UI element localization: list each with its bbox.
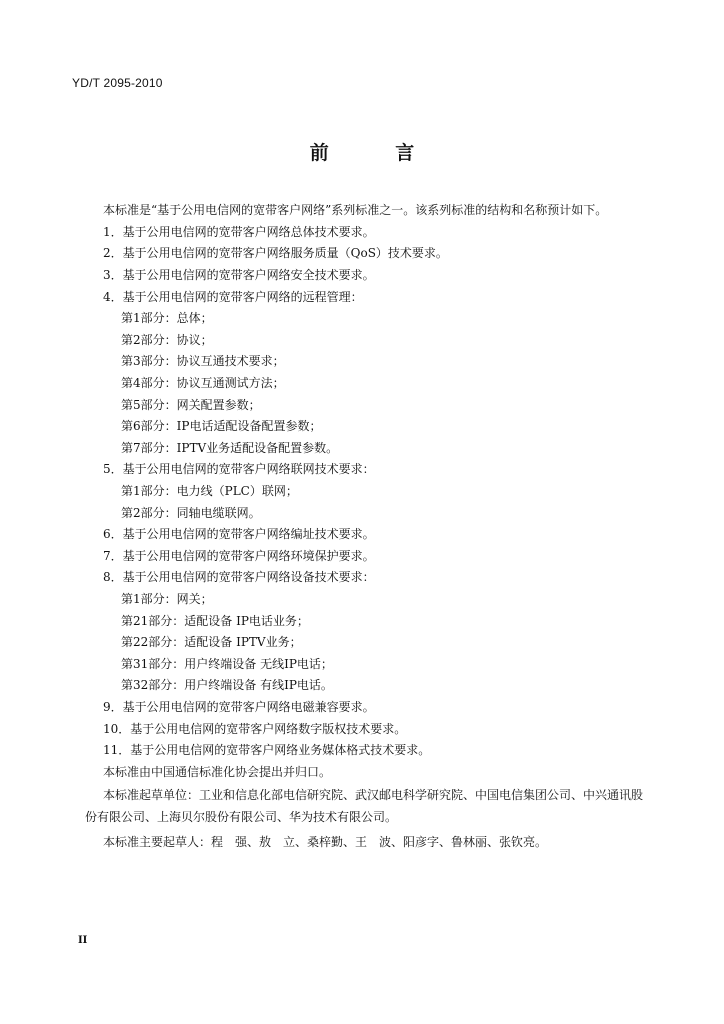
list-subitem: 第2部分：同轴电缆联网。 (121, 506, 261, 520)
list-subitem: 第22部分：适配设备 IPTV业务； (121, 635, 302, 649)
list-subitem: 第31部分：用户终端设备 无线IP电话； (121, 657, 333, 671)
list-subitem: 第1部分：网关； (121, 592, 213, 606)
proposed-by-paragraph: 本标准由中国通信标准化协会提出并归口。 (103, 765, 332, 779)
list-item: 9．基于公用电信网的宽带客户网络电磁兼容要求。 (103, 700, 375, 714)
page-title: 前 言 (309, 142, 445, 164)
list-item: 2．基于公用电信网的宽带客户网络服务质量（QoS）技术要求。 (103, 246, 448, 260)
standard-code: YD/T 2095-2010 (72, 76, 163, 90)
list-subitem: 第6部分：IP电话适配设备配置参数； (121, 419, 322, 433)
list-subitem: 第1部分：总体； (121, 311, 213, 325)
intro-paragraph: 本标准是“基于公用电信网的宽带客户网络”系列标准之一。该系列标准的结构和名称预计如下。 (103, 203, 608, 217)
list-item: 6．基于公用电信网的宽带客户网络编址技术要求。 (103, 527, 375, 541)
list-item: 11．基于公用电信网的宽带客户网络业务媒体格式技术要求。 (103, 743, 431, 757)
list-subitem: 第21部分：适配设备 IP电话业务； (121, 614, 309, 628)
drafting-units-paragraph: 本标准起草单位：工业和信息化部电信研究院、武汉邮电科学研究院、中国电信集团公司、中兴通讯股份有限公司、上海贝尔股份有限公司、华为技术有限公司。 (85, 788, 644, 824)
list-subitem: 第4部分：协议互通测试方法； (121, 376, 285, 390)
list-item: 1．基于公用电信网的宽带客户网络总体技术要求。 (103, 225, 375, 239)
list-subitem: 第32部分：用户终端设备 有线IP电话。 (121, 678, 333, 692)
list-item: 8．基于公用电信网的宽带客户网络设备技术要求： (103, 570, 375, 584)
list-item: 4．基于公用电信网的宽带客户网络的远程管理： (103, 290, 363, 304)
list-subitem: 第1部分：电力线（PLC）联网； (121, 484, 298, 498)
list-subitem: 第7部分：IPTV业务适配设备配置参数。 (121, 441, 339, 455)
drafters-paragraph: 本标准主要起草人：程 强、敖 立、桑梓勤、王 波、阳彦字、鲁林丽、张钦亮。 (103, 835, 548, 849)
list-item: 5．基于公用电信网的宽带客户网络联网技术要求： (103, 462, 375, 476)
list-subitem: 第5部分：网关配置参数； (121, 398, 261, 412)
page-number: II (78, 935, 88, 946)
list-subitem: 第3部分：协议互通技术要求； (121, 354, 285, 368)
list-item: 10．基于公用电信网的宽带客户网络数字版权技术要求。 (103, 722, 407, 736)
list-item: 7．基于公用电信网的宽带客户网络环境保护要求。 (103, 549, 375, 563)
list-item: 3．基于公用电信网的宽带客户网络安全技术要求。 (103, 268, 375, 282)
list-subitem: 第2部分：协议； (121, 333, 213, 347)
